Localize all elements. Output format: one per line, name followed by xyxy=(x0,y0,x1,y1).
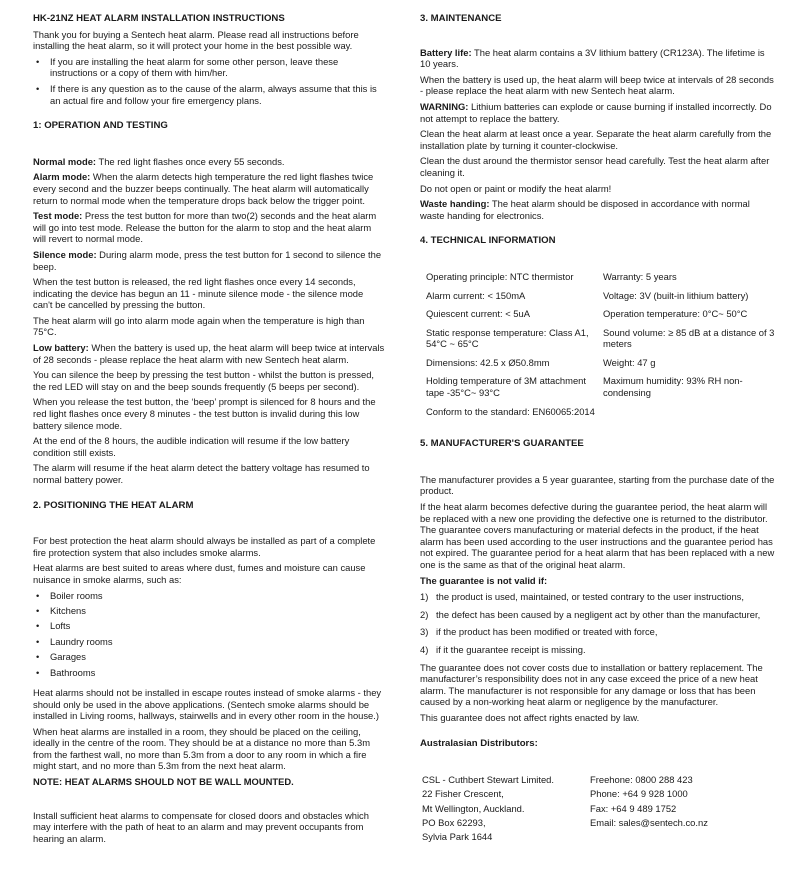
distributors-heading: Australasian Distributors: xyxy=(420,737,538,749)
section-heading-operation: 1: OPERATION AND TESTING xyxy=(33,120,168,132)
ceiling-placement-paragraph: When heat alarms are installed in a room, they should be placed on the ceiling, ideally in the centre of the room. They should be at a distance no more than 5.3m from the farthest wall, no more than 5.3m from a door to any room in which a fire might start, and no more than 5.3m from the next heat alarm. xyxy=(33,725,371,772)
positioning-intro-paragraph: For best protection the heat alarm should always be installed as part of a complete fire protection system that also includes smoke alarms. xyxy=(33,535,376,558)
list-item: • Garages xyxy=(36,651,86,663)
waste-handling-paragraph: Waste handing: The heat alarm should be disposed in accordance with normal waste handing for electronics. xyxy=(420,198,750,221)
sufficient-alarms-paragraph: Install sufficient heat alarms to compensate for closed doors and obstacles which may interfere with the path of heat to an alarm and may prevent occupants from hearing an alarm. xyxy=(33,809,369,844)
list-item: • Bathrooms xyxy=(36,666,96,678)
spec-cell: Operation temperature: 0°C~ 50°C xyxy=(603,308,748,320)
bullet-icon: • xyxy=(36,55,40,67)
guarantee-intro-paragraph: The manufacturer provides a 5 year guarantee, starting from the purchase date of the product. xyxy=(420,473,775,497)
spec-cell: Sound volume: ≥ 85 dB at a distance of 3 meters xyxy=(603,326,775,350)
left-column xyxy=(33,13,385,848)
spec-cell: Dimensions: 42.5 x Ø50.8mm xyxy=(426,356,550,368)
bullet-icon: • xyxy=(36,651,40,663)
do-not-modify-paragraph: Do not open or paint or modify the heat alarm! xyxy=(420,182,612,194)
technical-table xyxy=(420,271,775,424)
bullet-icon: • xyxy=(36,635,40,647)
low-battery-silence-paragraph: You can silence the beep by pressing the test button - whilst the button is pressed, the red LED will stay on and the beep sounds frequently (5 beeps per second). xyxy=(33,369,375,392)
list-item: • If there is any question as to the cause of the alarm, always assume that this is an actual fire and follow your fire emergency plans. xyxy=(36,82,377,106)
battery-voltage-paragraph: The alarm will resume if the heat alarm detect the battery voltage has resumed to normal battery power. xyxy=(33,462,370,485)
list-item: 4) if it the guarantee receipt is missing. xyxy=(420,643,586,655)
distributor-contact xyxy=(590,773,770,844)
spec-cell: Warranty: 5 years xyxy=(603,270,677,282)
list-item: 1) the product is used, maintained, or tested contrary to the user instructions, xyxy=(420,591,744,603)
list-item: • Lofts xyxy=(36,620,71,632)
list-item: 3) if the product has been modified or treated with force, xyxy=(420,626,658,638)
guarantee-invalid-title: The guarantee is not valid if: xyxy=(420,574,548,586)
suited-areas-paragraph: Heat alarms are best suited to areas where dust, fumes and moisture can cause nuisance in smoke alarms, such as: xyxy=(33,562,366,585)
spec-cell: Voltage: 3V (built-in lithium battery) xyxy=(603,289,749,301)
spec-cell: Holding temperature of 3M attachment tape -35°C~ 93°C xyxy=(426,375,586,399)
escape-routes-paragraph: Heat alarms should not be installed in escape routes instead of smoke alarms - they should only be used in the above applications. (Sentech smoke alarms should be installed in Living rooms, hallways, stairwells and in every other room in the house.) xyxy=(33,686,382,722)
bullet-icon: • xyxy=(36,82,40,94)
phone-number: Phone: +64 9 928 1000 xyxy=(590,788,688,800)
room-list xyxy=(33,590,385,682)
spec-cell: Alarm current: < 150mA xyxy=(426,289,526,301)
spec-cell: Conform to the standard: EN60065:2014 xyxy=(426,405,595,417)
test-mode-paragraph: Test mode: Press the test button for more than two(2) seconds and the heat alarm will go into test mode. Release the button for the alarm to stop and the heat alarm will revert to normal mode. xyxy=(33,210,377,245)
bullet-icon: • xyxy=(36,589,40,601)
guarantee-defect-paragraph: If the heat alarm becomes defective during the guarantee period, the heat alarm will be replaced with a new one providing the defective one is returned to the distributor. The guarantee covers manufacturing or material defects in the product, if the heat alarm has been used according to the user instructions and the guarantee period has not expired. The guarantee period for a heat alarm that has been replaced with a new one is the same as that of the original heat alarm. xyxy=(420,501,775,570)
spec-cell: Quiescent current: < 5uA xyxy=(426,308,530,320)
invalid-conditions-list xyxy=(420,591,775,655)
silence-temperature-paragraph: The heat alarm will go into alarm mode again when the temperature is high than 75°C. xyxy=(33,314,365,338)
list-item: • Kitchens xyxy=(36,604,86,616)
section-heading-technical: 4. TECHNICAL INFORMATION xyxy=(420,235,556,247)
document-title: HK-21NZ HEAT ALARM INSTALLATION INSTRUCTIONS xyxy=(33,13,285,24)
list-item: • Boiler rooms xyxy=(36,589,103,601)
battery-life-paragraph: Battery life: The heat alarm contains a 3V lithium battery (CR123A). The lifetime is 10 years. xyxy=(420,46,765,70)
spec-cell xyxy=(603,406,781,418)
right-column xyxy=(420,13,775,844)
bullet-icon: • xyxy=(36,604,40,616)
low-battery-release-paragraph: When you release the test button, the ‘beep’ prompt is silenced for 8 hours and the red light flashes once every 8 minutes - the test button is invalid during this low battery silence mode. xyxy=(33,396,376,431)
bullet-icon: • xyxy=(36,620,40,632)
distributor-address: CSL - Cuthbert Stewart Limited. 22 Fisher Crescent, Mt Wellington, Auckland. PO Box 62293, Sylvia Park 1644 xyxy=(422,774,554,842)
warning-paragraph: WARNING: Lithium batteries can explode or cause burning if installed incorrectly. Do not attempt to replace the battery. xyxy=(420,100,772,124)
email-address: Email: sales@sentech.co.nz xyxy=(590,816,708,828)
list-item: • Laundry rooms xyxy=(36,635,113,647)
wall-mount-note: NOTE: HEAT ALARMS SHOULD NOT BE WALL MOUNTED. xyxy=(33,776,294,788)
guarantee-costs-paragraph: The guarantee does not cover costs due to installation or battery replacement. The manufacturer’s responsibility does not in any case exceed the price of a new heat alarm. The manufacturer is not responsible for any damage or loss that has been caused by a non-working heat alarm or negligence by the manufacturer. xyxy=(420,661,763,708)
dust-paragraph: Clean the dust around the thermistor sensor head carefully. Test the heat alarm after cleaning it. xyxy=(420,155,770,178)
spec-cell: Weight: 47 g xyxy=(603,356,656,368)
spec-cell: Maximum humidity: 93% RH non-condensing xyxy=(603,375,743,399)
spec-cell: Static response temperature: Class A1, 54°C ~ 65°C xyxy=(426,326,589,350)
low-battery-paragraph: Low battery: When the battery is used up, the heat alarm will beep twice at intervals of 28 seconds - please replace the heat alarm with new Sentech heat alarm. xyxy=(33,342,385,365)
list-item: 2) the defect has been caused by a negligent act by other than the manufacturer, xyxy=(420,608,761,620)
section-heading-guarantee: 5. MANUFACTURER'S GUARANTEE xyxy=(420,438,584,450)
intro-bullet-list xyxy=(33,56,385,106)
silence-detail-paragraph: When the test button is released, the red light flashes once every 14 seconds, indicating the device has begun an 11 - minute silence mode - the silence mode can't be cancelled by pressing the button. xyxy=(33,276,364,311)
battery-used-paragraph: When the battery is used up, the heat alarm will beep twice at intervals of 28 seconds - please replace the heat alarm with new Sentech heat alarm. xyxy=(420,73,774,97)
cleaning-paragraph: Clean the heat alarm at least once a year. Separate the heat alarm carefully from the installation plate by turning it counter-clockwise. xyxy=(420,128,772,151)
list-item: • If you are installing the heat alarm for some other person, leave these instructions or a copy of them with him/her. xyxy=(36,55,339,79)
distributors-block xyxy=(420,773,775,844)
silence-mode-paragraph: Silence mode: During alarm mode, press the test button for 1 second to silence the beep. xyxy=(33,248,382,272)
spec-cell: Operating principle: NTC thermistor xyxy=(426,270,574,282)
section-heading-maintenance: 3. MAINTENANCE xyxy=(420,13,502,24)
freephone-number: Freehone: 0800 288 423 xyxy=(590,774,693,786)
bullet-icon: • xyxy=(36,666,40,678)
low-battery-resume-paragraph: At the end of the 8 hours, the audible indication will resume if the low battery condition still exists. xyxy=(33,435,350,458)
section-heading-positioning: 2. POSITIONING THE HEAT ALARM xyxy=(33,499,194,511)
alarm-mode-paragraph: Alarm mode: When the alarm detects high temperature the red light flashes twice every second and the buzzer beeps continually. The heat alarm will automatically return to normal mode when the temperature drops back below the trigger point. xyxy=(33,171,374,206)
normal-mode-paragraph: Normal mode: The red light flashes once every 55 seconds. xyxy=(33,155,285,167)
intro-paragraph: Thank you for buying a Sentech heat alarm. Please read all instructions before installing the heat alarm, so it will protect your home in the best possible way. xyxy=(33,28,359,52)
guarantee-law-paragraph: This guarantee does not affect rights enacted by law. xyxy=(420,711,640,723)
fax-number: Fax: +64 9 489 1752 xyxy=(590,802,677,814)
